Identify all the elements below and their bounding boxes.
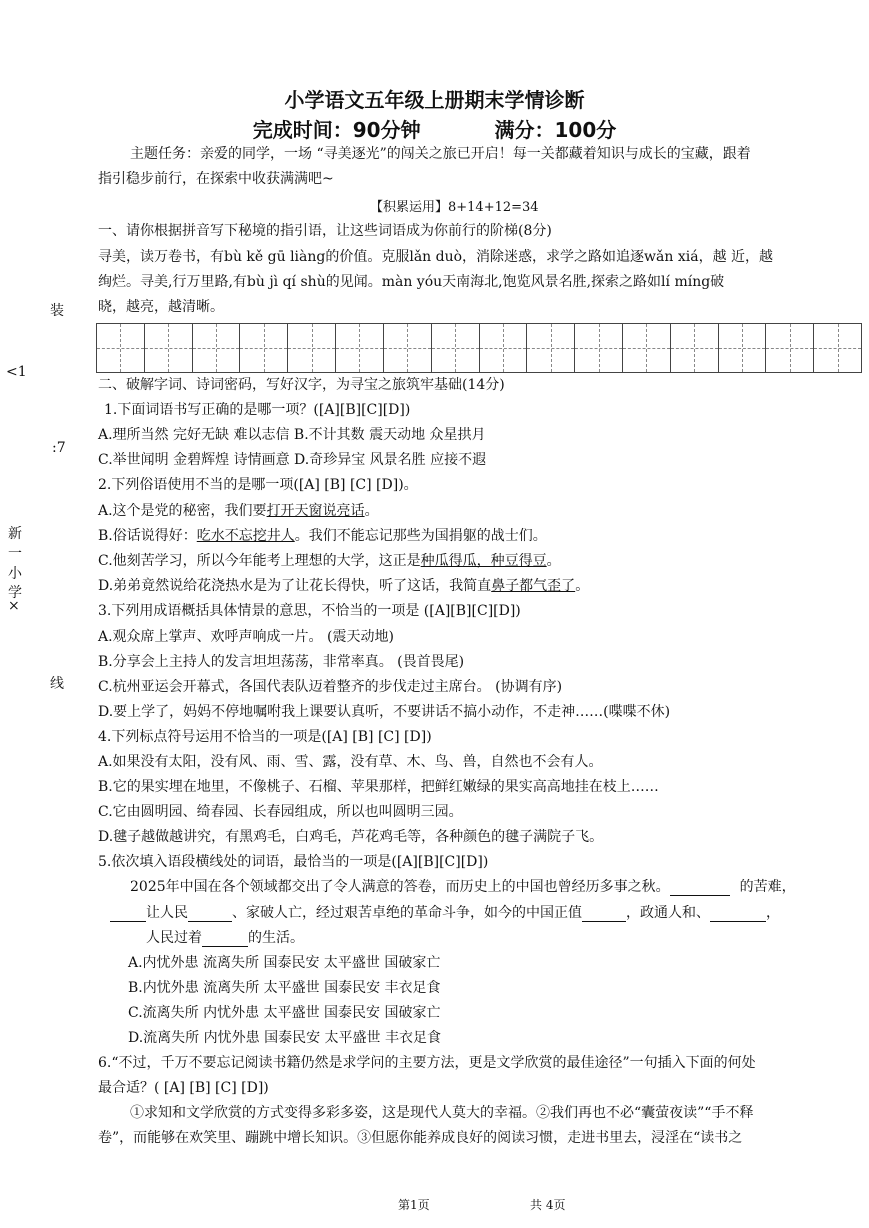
side-mark-zhuang: 装: [50, 303, 64, 319]
side-mark: <1: [6, 364, 27, 380]
grid-cell[interactable]: [479, 324, 527, 372]
q2-4-option: D.毽子越做越讲究，有黑鸡毛，白鸡毛，芦花鸡毛等，各种颜色的毽子满院子飞。: [98, 829, 604, 845]
answer-blank[interactable]: [188, 907, 232, 922]
grid-cell[interactable]: [383, 324, 431, 372]
full-score: 满分：100分: [494, 118, 617, 142]
q2-5-option: C.流离失所 内忧外患 太平盛世 国泰民安 国破家亡: [128, 1005, 441, 1021]
writing-grid[interactable]: [96, 323, 862, 373]
page-title: 小学语文五年级上册期末学情诊断: [284, 88, 585, 112]
grid-cell[interactable]: [144, 324, 192, 372]
q2-6-passage-1: ①求知和文学欣赏的方式变得多彩多姿，这是现代人莫大的幸福。②我们再也不必“囊萤夜读”“手不释: [130, 1105, 754, 1121]
intro-line-1: 主题任务：亲爱的同学，一场 “寻美逐光”的闯关之旅已开启！每一关都藏着知识与成长的宝藏，跟着: [130, 146, 751, 162]
side-mark: 学: [8, 585, 22, 601]
q1-title: 一、请你根据拼音写下秘境的指引语，让这些词语成为你前行的阶梯(8分): [98, 223, 552, 239]
q2-5-option: A.内忧外患 流离失所 国泰民安 太平盛世 国破家亡: [128, 955, 441, 971]
answer-blank[interactable]: [202, 932, 248, 947]
section-header: 【积累运用】8+14+12=34: [370, 200, 539, 215]
grid-cell[interactable]: [192, 324, 240, 372]
page-total: 共 4页: [530, 1198, 566, 1212]
q2-4-option: A.如果没有太阳，没有风、雨、雪、露，没有草、木、鸟、兽，自然也不会有人。: [98, 754, 603, 770]
q2-6-passage-2: 卷”，而能够在欢笑里、蹦跳中增长知识。③但愿你能养成良好的阅读习惯，走进书里去，浸淫在“读书之: [98, 1130, 743, 1146]
q2-2-stem: 2.下列俗语使用不当的是哪一项([A] [B] [C] [D])。: [98, 477, 418, 493]
q2-2-option-a: A.这个是党的秘密，我们要打开天窗说亮话。: [98, 503, 379, 519]
answer-blank[interactable]: [110, 907, 146, 922]
q2-5-passage-line-1: 2025年中国在各个领域都交出了令人满意的答卷，而历史上的中国也曾经历多事之秋。 的苦难，: [130, 879, 796, 895]
q2-1-stem: 1.下面词语书写正确的是哪一项？([A][B][C][D]): [104, 402, 411, 418]
q2-3-option: C.杭州亚运会开幕式，各国代表队迈着整齐的步伐走过主席台。 (协调有序): [98, 679, 563, 695]
grid-cell[interactable]: [718, 324, 766, 372]
grid-cell[interactable]: [239, 324, 287, 372]
grid-cell[interactable]: [574, 324, 622, 372]
q2-6-stem-2: 最合适？( [A] [B] [C] [D]): [98, 1080, 269, 1096]
q2-5-passage-line-2: 让人民 、家破人亡，经过艰苦卓绝的革命斗争，如今的中国正值 ，政通人和、 ，: [110, 904, 780, 922]
page-number: 第1页: [398, 1198, 430, 1212]
q2-2-option-d: D.弟弟竟然说给花浇热水是为了让花长得快，听了这话，我简直鼻子都气歪了。: [98, 578, 590, 594]
answer-blank[interactable]: [670, 881, 730, 896]
side-mark: 新: [8, 526, 22, 542]
grid-cell[interactable]: [526, 324, 574, 372]
side-mark: 小: [8, 566, 22, 582]
q1-line-2: 绚烂。寻美,行万里路,有bù jì qí shù的见闻。màn yóu天南海北,饱览风景名胜,探索之路如lí míng破: [98, 274, 725, 290]
q2-3-stem: 3.下列用成语概括具体情景的意思，不恰当的一项是 ([A][B][C][D]): [98, 603, 521, 619]
q2-3-option: B.分享会上主持人的发言坦坦荡荡，非常率真。 (畏首畏尾): [98, 654, 465, 670]
q2-6-stem-1: 6.“不过，千万不要忘记阅读书籍仍然是求学问的主要方法，更是文学欣赏的最佳途径”一句插入下面的何处: [98, 1055, 756, 1071]
grid-cell[interactable]: [96, 324, 144, 372]
q2-title: 二、破解字词、诗词密码，写好汉字，为寻宝之旅筑牢基础(14分): [98, 377, 505, 393]
q2-1-option: A.理所当然 完好无缺 难以志信 B.不计其数 震天动地 众星拱月: [98, 427, 486, 443]
q2-2-option-c: C.他刻苦学习，所以今年能考上理想的大学，这正是种瓜得瓜，种豆得豆。: [98, 553, 561, 569]
time-limit: 完成时间：90分钟: [252, 118, 421, 142]
q1-line-1: 寻美，读万卷书，有bù kě gū liàng的价值。克服lǎn duò，消除迷惑，求学之路如追逐wǎn xiá，越 近，越: [98, 249, 774, 265]
q2-4-option: C.它由圆明园、绮春园、长春园组成，所以也叫圆明三园。: [98, 804, 463, 820]
q2-5-stem: 5.依次填入语段横线处的词语，最恰当的一项是([A][B][C][D]): [98, 854, 489, 870]
grid-cell[interactable]: [765, 324, 813, 372]
page-subtitle: [0, 114, 869, 143]
q2-5-option: D.流离失所 内忧外患 国泰民安 太平盛世 丰衣足食: [128, 1030, 441, 1046]
answer-blank[interactable]: [582, 907, 626, 922]
q1-line-3: 晓，越亮，越清晰。: [98, 299, 224, 315]
grid-cell[interactable]: [622, 324, 670, 372]
q2-5-option: B.内忧外患 流离失所 太平盛世 国泰民安 丰衣足食: [128, 980, 441, 996]
grid-cell[interactable]: [431, 324, 479, 372]
grid-cell[interactable]: [335, 324, 383, 372]
side-mark: :7: [52, 440, 66, 456]
q2-3-option: A.观众席上掌声、欢呼声响成一片。 (震天动地): [98, 629, 394, 645]
side-mark-xian: 线: [50, 676, 64, 692]
answer-blank[interactable]: [710, 907, 766, 922]
q2-2-option-b: B.俗话说得好：吃水不忘挖井人。我们不能忘记那些为国捐躯的战士们。: [98, 528, 547, 544]
q2-3-option: D.要上学了，妈妈不停地嘱咐我上课要认真听，不要讲话不搞小动作，不走神……(喋喋不休): [98, 704, 671, 720]
intro-line-2: 指引稳步前行，在探索中收获满满吧~: [98, 171, 334, 187]
grid-cell[interactable]: [670, 324, 718, 372]
side-mark: 一: [8, 546, 22, 562]
q2-4-stem: 4.下列标点符号运用不恰当的一项是([A] [B] [C] [D]): [98, 729, 432, 745]
q2-4-option: B.它的果实埋在地里，不像桃子、石榴、苹果那样，把鲜红嫩绿的果实高高地挂在枝上……: [98, 779, 659, 795]
q2-1-option: C.举世闻明 金碧辉煌 诗情画意 D.奇珍异宝 风景名胜 应接不遐: [98, 452, 487, 468]
q2-5-passage-line-3: 人民过着 的生活。: [146, 930, 304, 946]
grid-cell[interactable]: [813, 324, 862, 372]
side-mark: ×: [8, 598, 20, 614]
grid-cell[interactable]: [287, 324, 335, 372]
